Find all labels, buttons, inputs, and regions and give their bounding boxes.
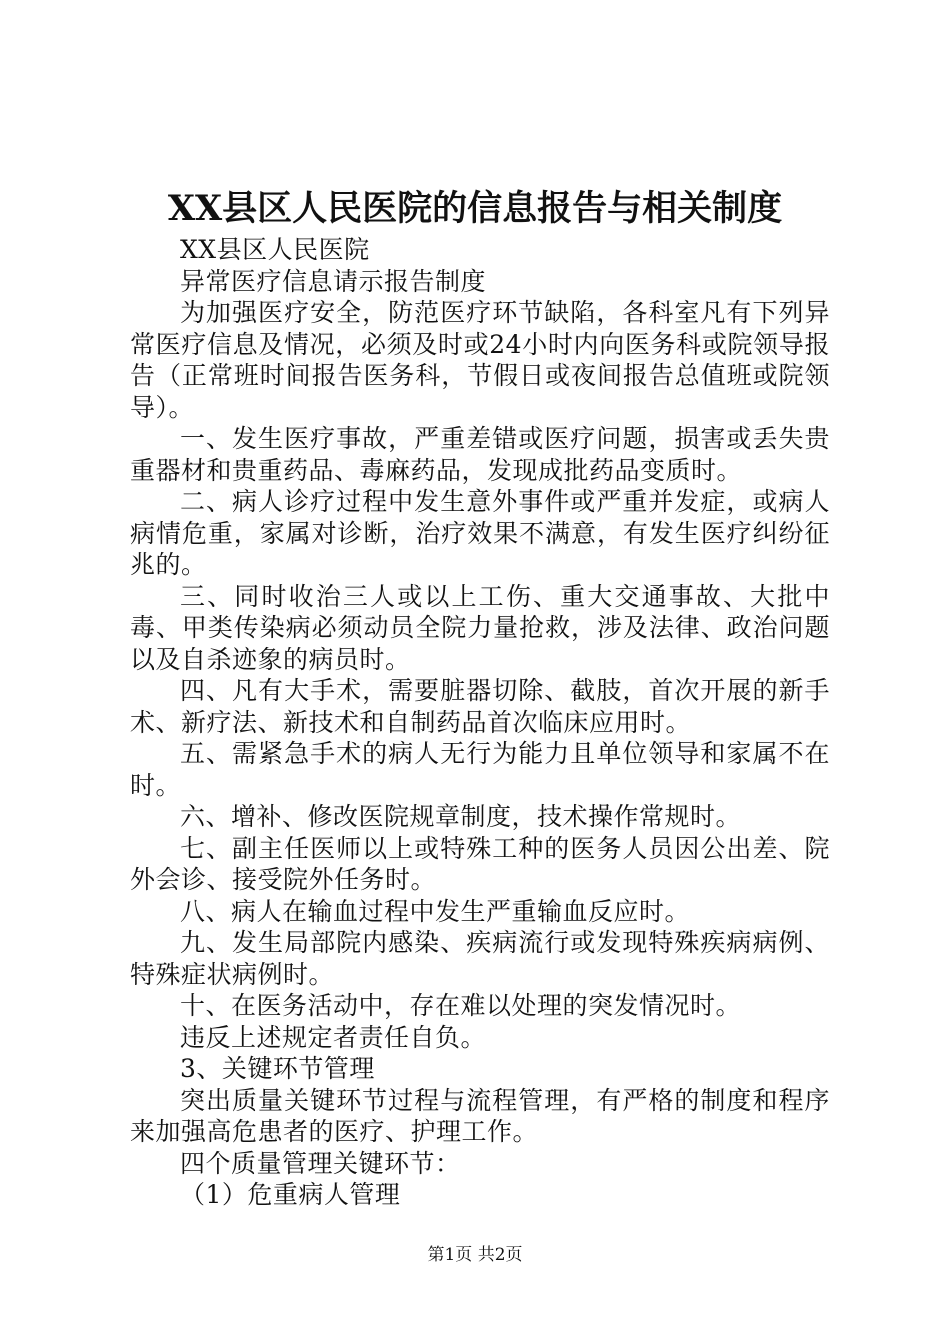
paragraph-responsibility: 违反上述规定者责任自负。 xyxy=(180,1022,487,1052)
paragraph-item-3: 三、同时收治三人或以上工伤、重大交通事故、大批中毒、甲类传染病必须动员全院力量抢救，涉及法律、政治问题以及自杀迹象的病员时。 xyxy=(130,581,830,674)
paragraph-system-name: 异常医疗信息请示报告制度 xyxy=(180,266,487,296)
page-footer: 第1页 共2页 xyxy=(427,1245,523,1265)
paragraph-item-1: 一、发生医疗事故，严重差错或医疗问题，损害或丢失贵重器材和贵重药品、毒麻药品，发现成批药品变质时。 xyxy=(130,424,830,485)
paragraph-item-2: 二、病人诊疗过程中发生意外事件或严重并发症，或病人病情危重，家属对诊断，治疗效果不满意，有发生医疗纠纷征兆的。 xyxy=(130,487,830,579)
paragraph-item-4: 四、凡有大手术，需要脏器切除、截肢，首次开展的新手术、新疗法、新技术和自制药品首次临床应用时。 xyxy=(130,676,830,737)
paragraph-critical-patient: （1）危重病人管理 xyxy=(180,1180,401,1209)
section-heading-key-links: 3、关键环节管理 xyxy=(180,1054,375,1083)
document-body xyxy=(130,234,830,1211)
paragraph-item-6: 六、增补、修改医院规章制度，技术操作常规时。 xyxy=(180,802,742,831)
paragraph-intro: 为加强医疗安全，防范医疗环节缺陷，各科室凡有下列异常医疗信息及情况，必须及时或24小时内向医务科或院领导报告（正常班时间报告医务科，节假日或夜间报告总值班或院领导）。 xyxy=(130,298,830,422)
paragraph-hospital-name: XX县区人民医院 xyxy=(180,235,370,264)
document-title: XX县区人民医院的信息报告与相关制度 xyxy=(167,188,783,229)
paragraph-key-links: 突出质量关键环节过程与流程管理，有严格的制度和程序来加强高危患者的医疗、护理工作。 xyxy=(130,1085,830,1146)
paragraph-four-links: 四个质量管理关键环节： xyxy=(180,1148,461,1178)
paragraph-item-8: 八、病人在输血过程中发生严重输血反应时。 xyxy=(180,896,691,926)
paragraph-item-7: 七、副主任医师以上或特殊工种的医务人员因公出差、院外会诊、接受院外任务时。 xyxy=(130,833,830,894)
paragraph-item-5: 五、需紧急手术的病人无行为能力且单位领导和家属不在时。 xyxy=(130,739,830,800)
paragraph-item-10: 十、在医务活动中，存在难以处理的突发情况时。 xyxy=(180,991,742,1020)
paragraph-item-9: 九、发生局部院内感染、疾病流行或发现特殊疾病病例、特殊症状病例时。 xyxy=(130,928,830,989)
